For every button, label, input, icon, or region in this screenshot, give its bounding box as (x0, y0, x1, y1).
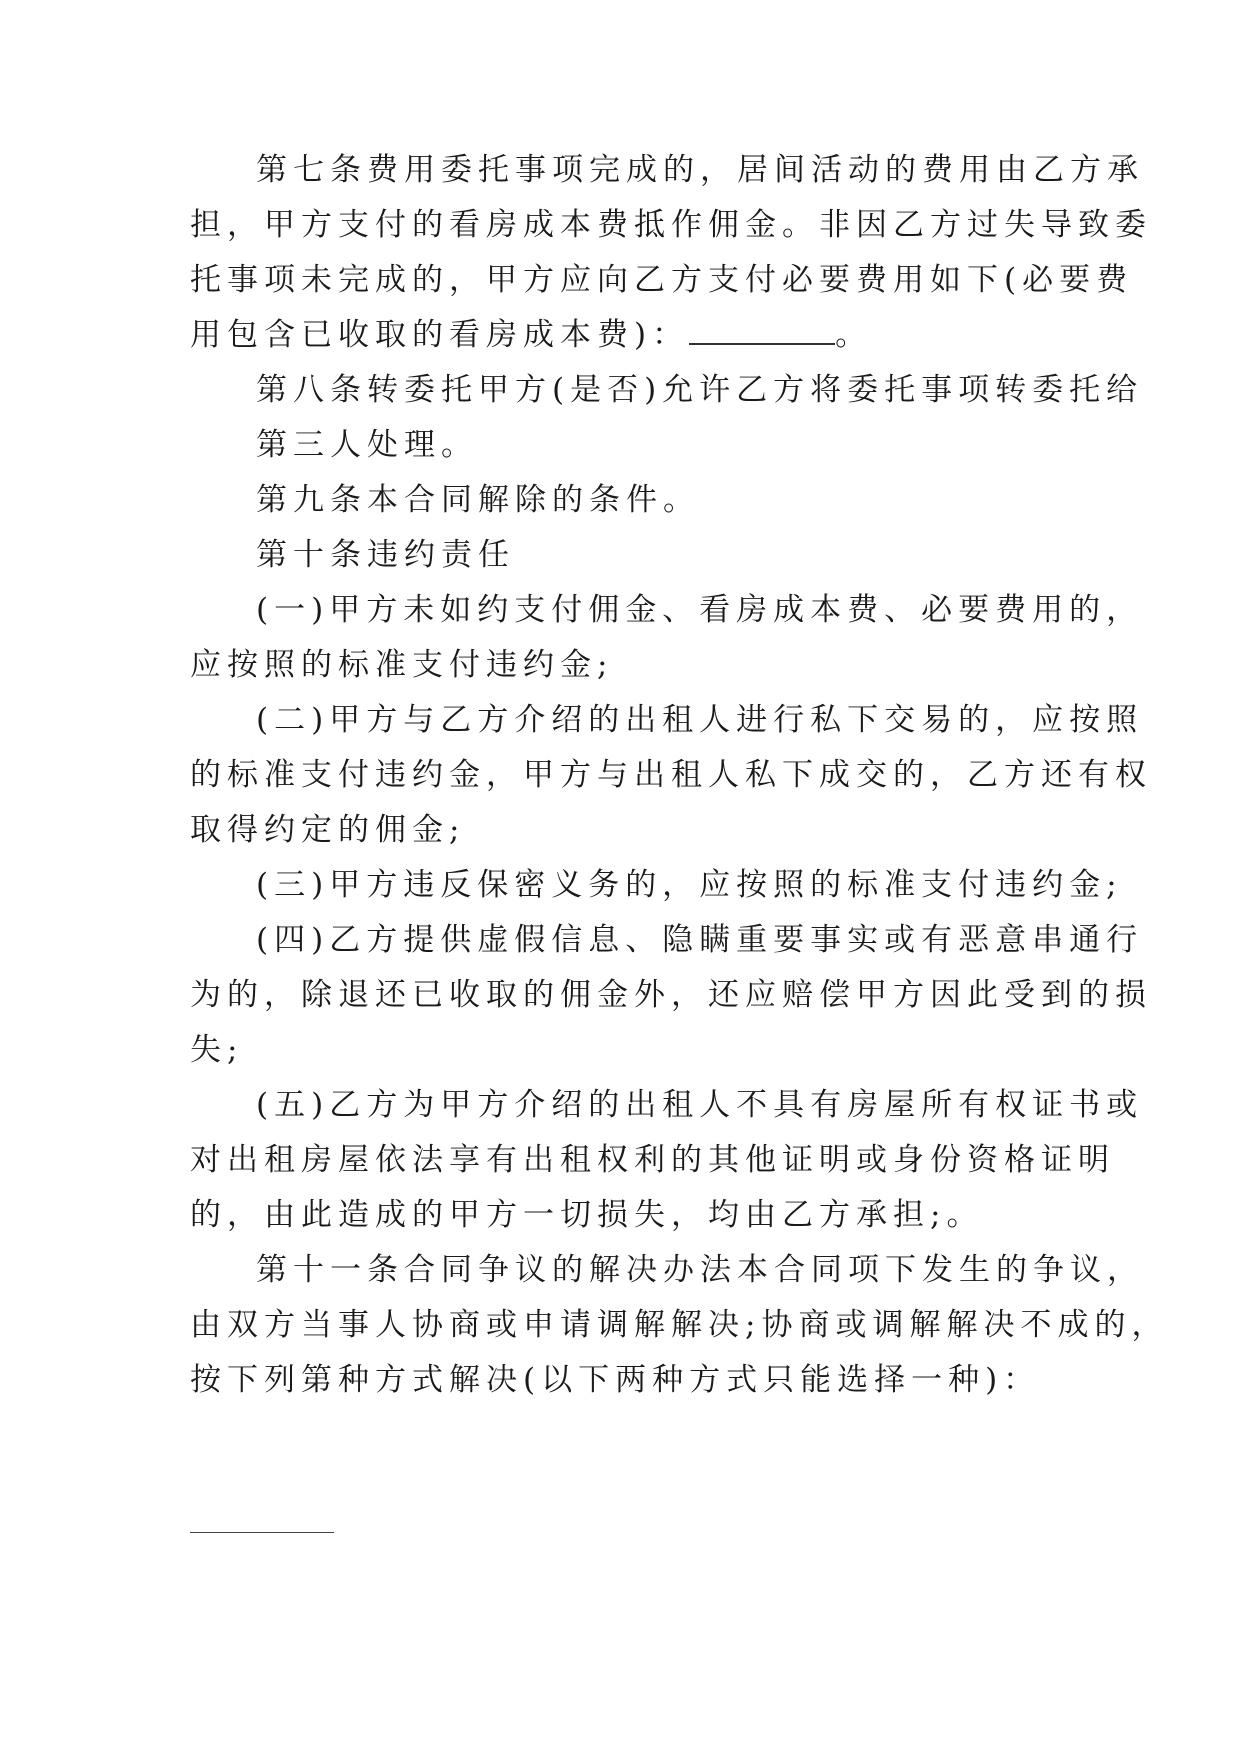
text-line: 取得约定的佣金; (190, 812, 466, 848)
footnote-divider (190, 1532, 334, 1533)
text-line: (四)乙方提供虚假信息、隐瞒重要事实或有恶意串通行 (256, 922, 1144, 958)
text-line: (三)甲方违反保密义务的，应按照的标准支付违约金; (256, 867, 1123, 903)
section-heading: 第十条违约责任 (256, 537, 515, 573)
text-line: 由双方当事人协商或申请调解解决;协商或调解解决不成的， (190, 1307, 1169, 1343)
text-line: 第七条费用委托事项完成的，居间活动的费用由乙方承 (256, 152, 1144, 188)
text-line: 应按照的标准支付违约金; (190, 647, 614, 683)
text-line: (二)甲方与乙方介绍的出租人进行私下交易的，应按照 (256, 702, 1144, 738)
text-line: 托事项未完成的，甲方应向乙方支付必要费用如下(必要费 (190, 262, 1134, 298)
text-segment: 。 (835, 317, 873, 353)
text-line: 第三人处理。 (256, 427, 478, 463)
text-line: 第九条本合同解除的条件。 (256, 482, 700, 518)
text-line: 第八条转委托甲方(是否)允许乙方将委托事项转委托给 (256, 372, 1144, 408)
text-line-with-blank (190, 315, 1070, 355)
text-line: 失; (190, 1032, 244, 1068)
text-segment: 用包含已收取的看房成本费)： (190, 317, 690, 353)
text-line: 担，甲方支付的看房成本费抵作佣金。非因乙方过失导致委 (190, 207, 1152, 243)
text-line: 的标准支付违约金，甲方与出租人私下成交的，乙方还有权 (190, 757, 1152, 793)
fill-in-blank (689, 317, 835, 345)
text-line: 第十一条合同争议的解决办法本合同项下发生的争议， (256, 1252, 1144, 1288)
text-line: 按下列第种方式解决(以下两种方式只能选择一种)： (190, 1362, 1041, 1398)
text-line: 为的，除退还已收取的佣金外，还应赔偿甲方因此受到的损 (190, 977, 1152, 1013)
text-line: 对出租房屋依法享有出租权利的其他证明或身份资格证明 (190, 1142, 1115, 1178)
text-line: 的，由此造成的甲方一切损失，均由乙方承担;。 (190, 1197, 984, 1233)
text-line: (五)乙方为甲方介绍的出租人不具有房屋所有权证书或 (256, 1087, 1144, 1123)
text-line: (一)甲方未如约支付佣金、看房成本费、必要费用的， (256, 592, 1144, 628)
